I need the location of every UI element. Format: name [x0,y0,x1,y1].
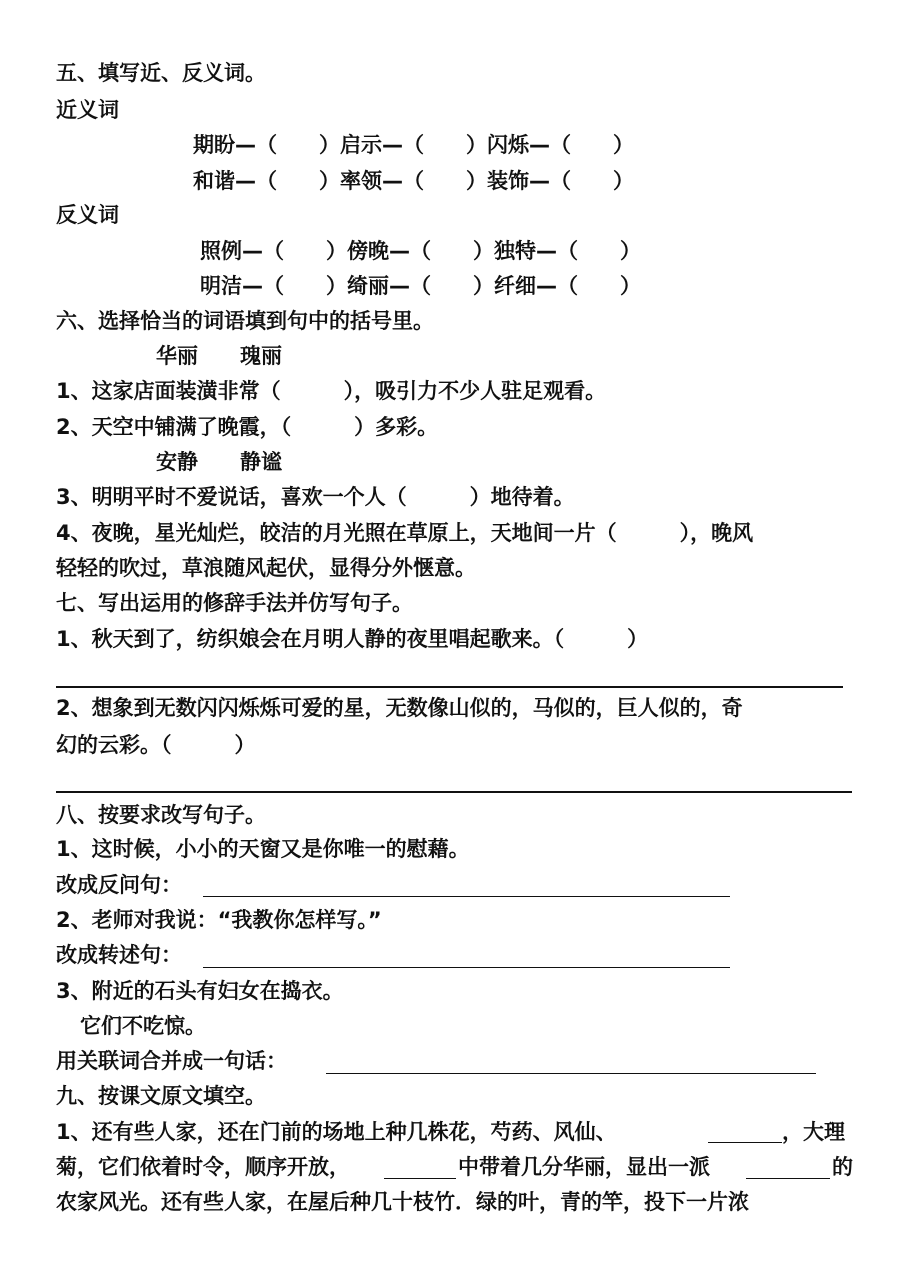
fill-blank-2[interactable] [384,1178,456,1179]
section-8-title: 八、按要求改写句子。 [56,803,266,827]
rhetorical-question-answer-line[interactable] [203,896,730,897]
question-6-1: 1、这家店面装潢非常（ ），吸引力不少人驻足观看。 [56,379,607,403]
fill-blank-1[interactable] [708,1142,782,1143]
question-8-3-sub: 它们不吃惊。 [80,1014,206,1038]
passage-line-2c: 的 [832,1155,853,1179]
question-6-3: 3、明明平时不爱说话，喜欢一个人（ ）地待着。 [56,485,575,509]
synonym-row-2: 和谐—（ ）率领—（ ）装饰—（ ） [193,169,634,193]
antonym-label: 反义词 [56,203,119,227]
section-6-title: 六、选择恰当的词语填到句中的括号里。 [56,309,434,333]
indirect-speech-prompt: 改成转述句： [56,943,182,967]
antonym-row-1: 照例—（ ）傍晚—（ ）独特—（ ） [200,239,641,263]
section-9-title: 九、按课文原文填空。 [56,1084,266,1108]
synonym-label: 近义词 [56,98,119,122]
indirect-speech-answer-line[interactable] [203,967,730,968]
word-choices-2: 安静 静谧 [156,450,282,474]
combine-sentence-answer-line[interactable] [326,1073,816,1074]
answer-line-7-1[interactable] [56,686,843,688]
combine-sentence-prompt: 用关联词合并成一句话： [56,1049,287,1073]
passage-line-1a: 1、还有些人家，还在门前的场地上种几株花，芍药、风仙、 [56,1120,617,1144]
passage-line-2a: 菊，它们依着时令，顺序开放， [56,1155,350,1179]
passage-line-2b: 中带着几分华丽，显出一派 [458,1155,710,1179]
synonym-row-1: 期盼—（ ）启示—（ ）闪烁—（ ） [193,133,634,157]
answer-line-7-2[interactable] [56,791,852,793]
passage-line-3: 农家风光。还有些人家，在屋后种几十枝竹．绿的叶，青的竿，投下一片浓 [56,1190,749,1214]
question-6-2: 2、天空中铺满了晚霞，（ ）多彩。 [56,415,439,439]
question-7-2-line-2: 幻的云彩。（ ） [56,733,256,757]
question-6-4-line-2: 轻轻的吹过，草浪随风起伏，显得分外惬意。 [56,556,476,580]
fill-blank-3[interactable] [746,1178,830,1179]
rhetorical-question-prompt: 改成反问句： [56,873,182,897]
section-7-title: 七、写出运用的修辞手法并仿写句子。 [56,591,413,615]
question-7-1: 1、秋天到了，纺织娘会在月明人静的夜里唱起歌来。（ ） [56,627,649,651]
question-8-3: 3、附近的石头有妇女在捣衣。 [56,979,344,1003]
section-5-title: 五、填写近、反义词。 [56,61,266,85]
antonym-row-2: 明洁—（ ）绮丽—（ ）纤细—（ ） [200,274,641,298]
word-choices-1: 华丽 瑰丽 [156,344,282,368]
question-8-1: 1、这时候，小小的天窗又是你唯一的慰藉。 [56,837,470,861]
question-8-2: 2、老师对我说：“我教你怎样写。” [56,908,382,932]
question-7-2-line-1: 2、想象到无数闪闪烁烁可爱的星，无数像山似的，马似的，巨人似的，奇 [56,696,743,720]
passage-line-1b: ，大理 [782,1120,845,1144]
question-6-4-line-1: 4、夜晚，星光灿烂，皎洁的月光照在草原上，天地间一片（ ），晚风 [56,521,754,545]
